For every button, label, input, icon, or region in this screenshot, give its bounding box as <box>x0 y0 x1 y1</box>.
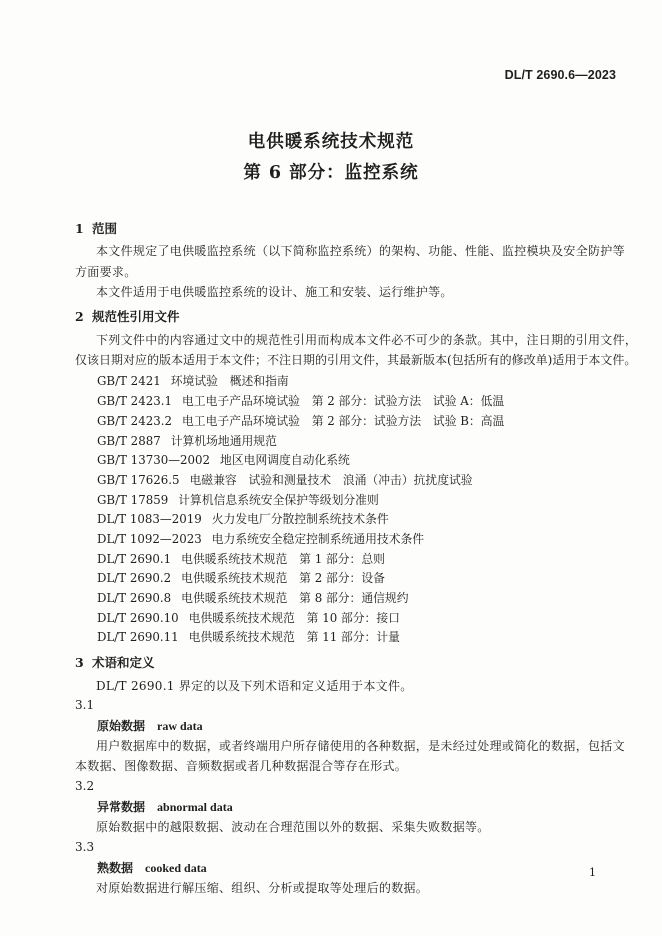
section-2-heading <box>75 307 180 325</box>
reference-item <box>97 392 504 409</box>
term-name-zh: 熟数据 <box>97 861 134 875</box>
reference-item <box>97 432 277 449</box>
section-number: 3 <box>75 655 84 670</box>
paragraph: 方面要求。 <box>75 265 137 279</box>
term-name <box>97 717 203 734</box>
paragraph: 仅该日期对应的版本适用于本文件；不注日期的引用文件，其最新版本(包括所有的修改单)适用于本文件。 <box>75 353 637 367</box>
term-definition: 对原始数据进行解压缩、组织、分析或提取等处理后的数据。 <box>96 881 429 895</box>
reference-item <box>97 510 389 527</box>
reference-item <box>97 530 424 547</box>
reference-item <box>97 471 473 488</box>
reference-title: 电供暖系统技术规范 第 8 部分：通信规约 <box>181 591 409 605</box>
paragraph: 本文件规定了电供暖监控系统（以下简称监控系统）的架构、功能、性能、监控模块及安全防护等 <box>96 244 625 258</box>
section-number: 2 <box>75 309 84 324</box>
term-name <box>97 859 207 876</box>
reference-title: 电供暖系统技术规范 第 10 部分：接口 <box>188 611 400 625</box>
term-definition: 用户数据库中的数据，或者终端用户所存储使用的各种数据，是未经过处理或简化的数据，包括文 <box>96 739 625 753</box>
reference-code: DL/T 1083—2019 <box>97 512 202 526</box>
term-number: 3.1 <box>75 698 95 712</box>
reference-code: DL/T 2690.11 <box>97 630 179 644</box>
reference-code: GB/T 2887 <box>97 434 161 448</box>
reference-item <box>97 589 409 606</box>
reference-item <box>97 372 289 389</box>
term-name-zh: 异常数据 <box>97 800 146 814</box>
paragraph: 下列文件中的内容通过文中的规范性引用而构成本文件必不可少的条款。其中，注日期的引用文件， <box>96 333 638 347</box>
reference-title: 计算机场地通用规范 <box>170 434 277 448</box>
reference-item <box>97 451 350 468</box>
term-name-zh: 原始数据 <box>97 719 146 733</box>
reference-title: 电工电子产品环境试验 第 2 部分：试验方法 试验 A：低温 <box>181 394 505 408</box>
term-name-en: abnormal data <box>157 800 233 814</box>
reference-code: GB/T 17626.5 <box>97 473 180 487</box>
reference-code: DL/T 2690.10 <box>97 611 179 625</box>
reference-code: DL/T 1092—2023 <box>97 532 202 546</box>
section-title: 术语和定义 <box>92 655 155 670</box>
reference-title: 环境试验 概述和指南 <box>170 374 289 388</box>
reference-code: DL/T 2690.2 <box>97 571 172 585</box>
term-number: 3.2 <box>75 779 95 793</box>
term-definition: 原始数据中的越限数据、波动在合理范围以外的数据、采集失败数据等。 <box>96 820 490 834</box>
section-3-heading <box>75 653 155 671</box>
reference-item <box>97 569 385 586</box>
paragraph: DL/T 2690.1 界定的以及下列术语和定义适用于本文件。 <box>96 679 413 693</box>
page-number: 1 <box>589 866 596 879</box>
document-subtitle: 第 6 部分：监控系统 <box>243 163 419 183</box>
document-title: 电供暖系统技术规范 <box>247 132 415 152</box>
reference-code: DL/T 2690.1 <box>97 552 172 566</box>
section-title: 规范性引用文件 <box>92 309 180 324</box>
reference-item <box>97 628 400 645</box>
term-name <box>97 798 233 815</box>
term-definition: 本数据、图像数据、音频数据或者几种数据混合等存在形式。 <box>75 759 408 773</box>
reference-title: 地区电网调度自动化系统 <box>220 453 350 467</box>
reference-code: GB/T 17859 <box>97 493 169 507</box>
reference-title: 电供暖系统技术规范 第 1 部分：总则 <box>181 552 385 566</box>
reference-title: 火力发电厂分散控制系统技术条件 <box>211 512 389 526</box>
reference-title: 计算机信息系统安全保护等级划分准则 <box>178 493 379 507</box>
term-name-en: cooked data <box>145 861 207 875</box>
term-number: 3.3 <box>75 840 95 854</box>
reference-code: DL/T 2690.8 <box>97 591 172 605</box>
reference-title: 电力系统安全稳定控制系统通用技术条件 <box>211 532 425 546</box>
section-1-heading <box>75 219 117 237</box>
term-name-en: raw data <box>157 719 203 733</box>
reference-code: GB/T 13730—2002 <box>97 453 211 467</box>
reference-item <box>97 412 504 429</box>
reference-title: 电供暖系统技术规范 第 11 部分：计量 <box>188 630 400 644</box>
reference-code: GB/T 2423.1 <box>97 394 172 408</box>
reference-code: GB/T 2421 <box>97 374 161 388</box>
reference-item <box>97 609 400 626</box>
paragraph: 本文件适用于电供暖监控系统的设计、施工和安装、运行维护等。 <box>96 285 453 299</box>
standard-code: DL/T 2690.6—2023 <box>504 68 616 82</box>
reference-code: GB/T 2423.2 <box>97 414 172 428</box>
reference-title: 电磁兼容 试验和测量技术 浪涌（冲击）抗扰度试验 <box>189 473 473 487</box>
section-number: 1 <box>75 221 84 236</box>
section-title: 范围 <box>92 221 118 236</box>
reference-item <box>97 550 385 567</box>
reference-item <box>97 491 379 508</box>
reference-title: 电工电子产品环境试验 第 2 部分：试验方法 试验 B：高温 <box>181 414 505 428</box>
reference-title: 电供暖系统技术规范 第 2 部分：设备 <box>181 571 385 585</box>
